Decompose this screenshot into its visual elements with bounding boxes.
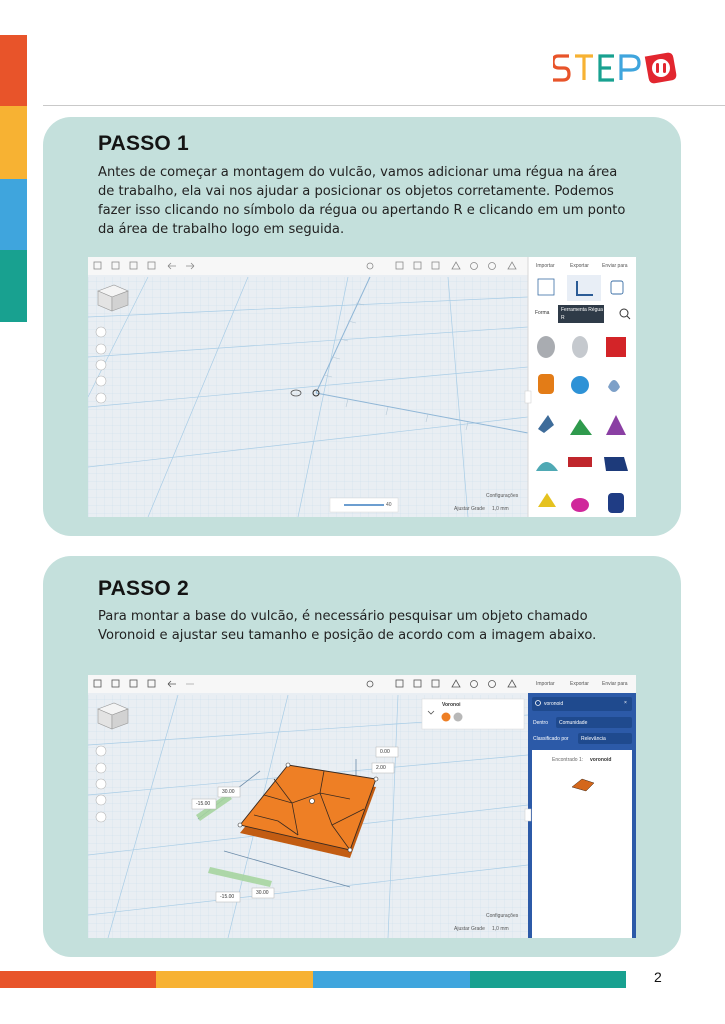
grid-snap-label: Ajustar Grade bbox=[454, 926, 485, 932]
dim-elevation[interactable]: 0.00 bbox=[380, 749, 390, 755]
step2-line: Voronoid e ajustar seu tamanho e posição de acordo com a imagem abaixo. bbox=[98, 628, 597, 643]
shape-inspector[interactable] bbox=[422, 699, 524, 729]
found-value: voronoid bbox=[590, 757, 612, 763]
step1-line: Antes de começar a montagem do vulcão, vamos adicionar uma régua na área bbox=[98, 165, 618, 180]
step2-text bbox=[98, 607, 643, 645]
search-input[interactable]: voronoid bbox=[544, 701, 564, 707]
step2-screenshot bbox=[88, 675, 636, 938]
grid-floor[interactable] bbox=[88, 277, 528, 517]
send-label[interactable]: Enviar para bbox=[602, 681, 628, 687]
step1-text bbox=[98, 163, 643, 239]
search-clear-icon[interactable]: × bbox=[624, 700, 627, 706]
ruler-tooltip-key: R bbox=[561, 315, 565, 321]
step1-screenshot bbox=[88, 257, 636, 517]
dim-position-b[interactable]: -15.00 bbox=[220, 894, 235, 900]
grid-snap-value[interactable]: 1,0 mm bbox=[492, 506, 509, 512]
header-divider bbox=[43, 105, 725, 106]
export-label[interactable]: Exportar bbox=[570, 681, 589, 687]
settings-label[interactable]: Configurações bbox=[486, 493, 519, 499]
found-prefix: Encontrado 1: bbox=[552, 757, 584, 763]
zoom-value: 40 bbox=[386, 502, 392, 508]
step2-title: PASSO 2 bbox=[98, 577, 189, 600]
shapes-dropdown[interactable]: Forma bbox=[535, 310, 550, 316]
side-bar-teal bbox=[0, 250, 27, 322]
side-bar-yellow bbox=[0, 106, 27, 179]
footer-bar-teal bbox=[470, 971, 626, 988]
dim-position-a[interactable]: -15.00 bbox=[196, 801, 211, 807]
import-label[interactable]: Importar bbox=[536, 263, 555, 269]
step1-card bbox=[43, 117, 681, 536]
step1-line: de trabalho, ela vai nos ajudar a posicionar os objetos corretamente. Podemos bbox=[98, 184, 614, 199]
step1-line: fazer isso clicando no símbolo da régua ou apertando R e clicando em um ponto bbox=[98, 203, 626, 218]
shape-name: Voronoi bbox=[442, 702, 461, 708]
logo-text: STEP bbox=[553, 88, 556, 89]
grid-snap-value[interactable]: 1,0 mm bbox=[492, 926, 509, 932]
side-bar-blue bbox=[0, 179, 27, 250]
footer-bar-blue bbox=[313, 971, 470, 988]
dim-width-a[interactable]: 30.00 bbox=[222, 789, 235, 795]
step2-line: Para montar a base do vulcão, é necessário pesquisar um objeto chamado bbox=[98, 609, 588, 624]
settings-label[interactable]: Configurações bbox=[486, 913, 519, 919]
grid-snap-label: Ajustar Grade bbox=[454, 506, 485, 512]
import-label[interactable]: Importar bbox=[536, 681, 555, 687]
step1-title: PASSO 1 bbox=[98, 132, 189, 155]
step-logo bbox=[553, 50, 685, 90]
dentro-label: Dentro bbox=[533, 720, 549, 726]
send-label[interactable]: Enviar para bbox=[602, 263, 628, 269]
ruler-tooltip-title: Ferramenta Régua bbox=[561, 307, 603, 313]
sort-select[interactable]: Relevância bbox=[581, 736, 606, 742]
dentro-select[interactable]: Comunidade bbox=[559, 720, 588, 726]
export-label[interactable]: Exportar bbox=[570, 263, 589, 269]
step1-line: da área de trabalho logo em seguida. bbox=[98, 222, 345, 237]
footer-bar-orange bbox=[0, 971, 156, 988]
side-bar-orange bbox=[0, 35, 27, 106]
sort-label: Classificado por bbox=[533, 736, 569, 742]
step2-card bbox=[43, 556, 681, 957]
dim-width-b[interactable]: 30.00 bbox=[256, 890, 269, 896]
footer-bar-yellow bbox=[156, 971, 313, 988]
page-number: 2 bbox=[654, 969, 662, 985]
dim-height[interactable]: 2.00 bbox=[376, 765, 386, 771]
